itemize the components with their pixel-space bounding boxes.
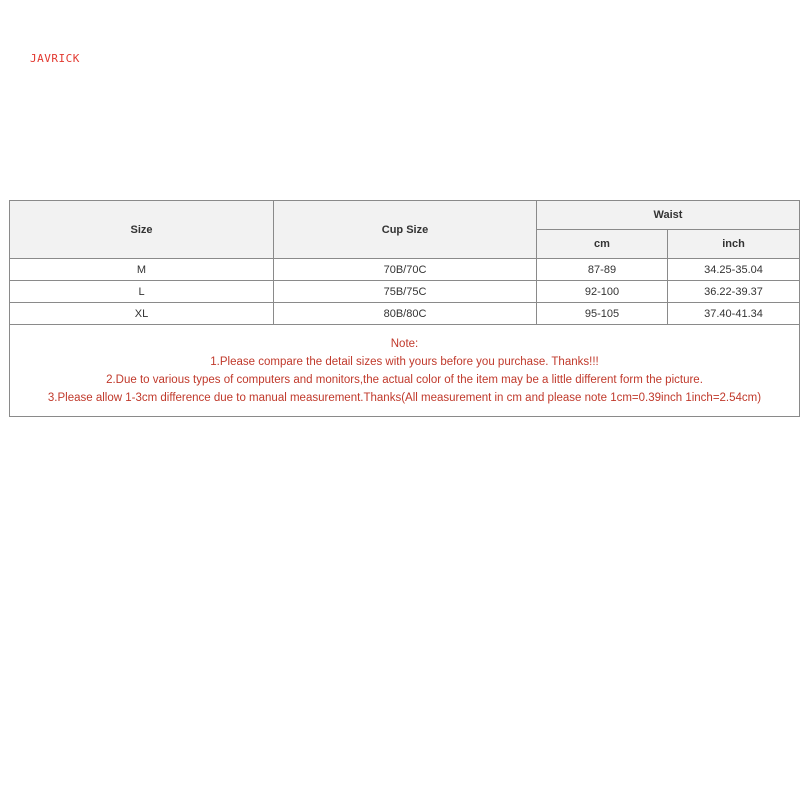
note-cell — [10, 325, 800, 417]
table-row — [10, 303, 800, 325]
cell-size: M — [10, 259, 274, 281]
table-row — [10, 281, 800, 303]
cell-cm: 87-89 — [537, 259, 668, 281]
note-line-3: 3.Please allow 1-3cm difference due to manual measurement.Thanks(All measurement in cm and please note 1cm=0.39inch 1inch=2.54cm) — [47, 391, 762, 404]
cell-cm: 92-100 — [537, 281, 668, 303]
cell-inch: 37.40-41.34 — [668, 303, 800, 325]
cell-size: L — [10, 281, 274, 303]
header-size: Size — [10, 201, 274, 259]
brand-logo: JAVRICK — [30, 52, 80, 65]
cell-cup: 70B/70C — [274, 259, 537, 281]
note-row — [10, 325, 800, 417]
cell-inch: 36.22-39.37 — [668, 281, 800, 303]
note-line-1: 1.Please compare the detail sizes with yours before you purchase. Thanks!!! — [210, 355, 599, 368]
cell-cm: 95-105 — [537, 303, 668, 325]
header-cup-size: Cup Size — [274, 201, 537, 259]
note-line-2: 2.Due to various types of computers and monitors,the actual color of the item may be a little different form the picture. — [106, 373, 703, 386]
size-chart-table — [9, 200, 800, 417]
table-row — [10, 259, 800, 281]
header-row — [10, 201, 800, 230]
note-title: Note: — [390, 337, 419, 350]
header-inch: inch — [668, 230, 800, 259]
header-waist: Waist — [537, 201, 800, 230]
cell-inch: 34.25-35.04 — [668, 259, 800, 281]
header-cm: cm — [537, 230, 668, 259]
cell-size: XL — [10, 303, 274, 325]
cell-cup: 80B/80C — [274, 303, 537, 325]
cell-cup: 75B/75C — [274, 281, 537, 303]
